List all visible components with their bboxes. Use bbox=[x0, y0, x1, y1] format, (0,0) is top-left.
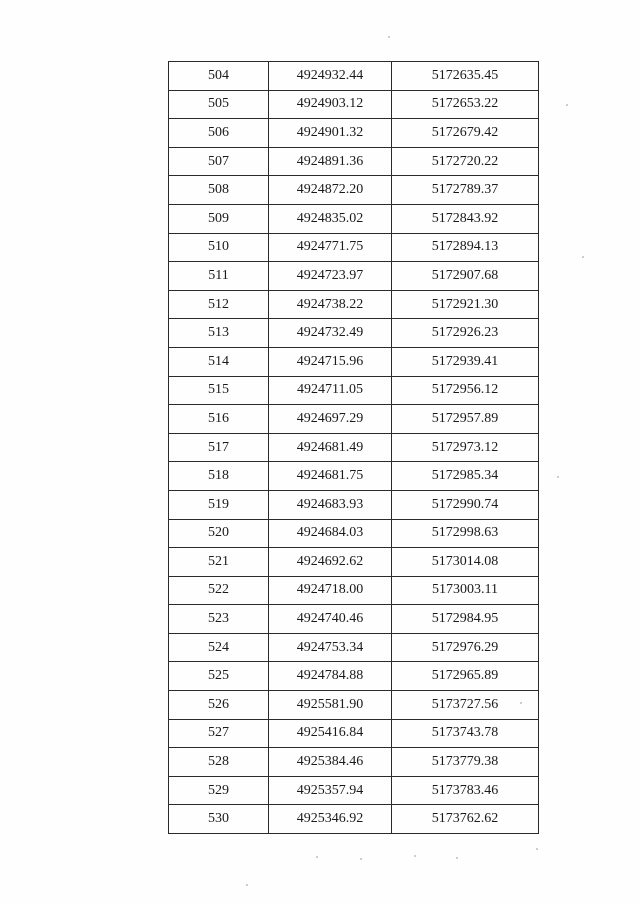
y-coordinate-cell: 5173003.11 bbox=[392, 576, 539, 605]
x-coordinate-cell: 4924681.49 bbox=[269, 433, 392, 462]
y-coordinate-cell: 5173727.56 bbox=[392, 691, 539, 720]
table-row bbox=[169, 548, 539, 577]
point-number-cell: 523 bbox=[169, 605, 269, 634]
x-coordinate-cell: 4924740.46 bbox=[269, 605, 392, 634]
y-coordinate-cell: 5172843.92 bbox=[392, 204, 539, 233]
point-number-cell: 517 bbox=[169, 433, 269, 462]
point-number-cell: 514 bbox=[169, 347, 269, 376]
point-number-cell: 504 bbox=[169, 62, 269, 91]
table-row bbox=[169, 633, 539, 662]
scan-speck bbox=[582, 256, 584, 258]
point-number-cell: 520 bbox=[169, 519, 269, 548]
y-coordinate-cell: 5172965.89 bbox=[392, 662, 539, 691]
table-row bbox=[169, 719, 539, 748]
y-coordinate-cell: 5173014.08 bbox=[392, 548, 539, 577]
table-row bbox=[169, 776, 539, 805]
table-row bbox=[169, 748, 539, 777]
point-number-cell: 509 bbox=[169, 204, 269, 233]
point-number-cell: 516 bbox=[169, 405, 269, 434]
x-coordinate-cell: 4924891.36 bbox=[269, 147, 392, 176]
coordinates-table bbox=[168, 61, 539, 834]
table-row bbox=[169, 262, 539, 291]
x-coordinate-cell: 4924684.03 bbox=[269, 519, 392, 548]
x-coordinate-cell: 4924697.29 bbox=[269, 405, 392, 434]
scan-speck bbox=[316, 856, 318, 858]
point-number-cell: 515 bbox=[169, 376, 269, 405]
x-coordinate-cell: 4925581.90 bbox=[269, 691, 392, 720]
y-coordinate-cell: 5173762.62 bbox=[392, 805, 539, 834]
table-row bbox=[169, 347, 539, 376]
point-number-cell: 522 bbox=[169, 576, 269, 605]
table-row bbox=[169, 233, 539, 262]
x-coordinate-cell: 4924784.88 bbox=[269, 662, 392, 691]
point-number-cell: 511 bbox=[169, 262, 269, 291]
point-number-cell: 519 bbox=[169, 490, 269, 519]
y-coordinate-cell: 5172679.42 bbox=[392, 119, 539, 148]
table-row bbox=[169, 805, 539, 834]
x-coordinate-cell: 4924738.22 bbox=[269, 290, 392, 319]
y-coordinate-cell: 5172976.29 bbox=[392, 633, 539, 662]
table-row bbox=[169, 147, 539, 176]
table-row bbox=[169, 119, 539, 148]
scan-speck bbox=[388, 36, 390, 38]
y-coordinate-cell: 5172720.22 bbox=[392, 147, 539, 176]
y-coordinate-cell: 5172984.95 bbox=[392, 605, 539, 634]
x-coordinate-cell: 4925384.46 bbox=[269, 748, 392, 777]
table-row bbox=[169, 462, 539, 491]
table-row bbox=[169, 376, 539, 405]
table-row bbox=[169, 576, 539, 605]
table-row bbox=[169, 319, 539, 348]
x-coordinate-cell: 4924732.49 bbox=[269, 319, 392, 348]
table-row bbox=[169, 691, 539, 720]
point-number-cell: 529 bbox=[169, 776, 269, 805]
point-number-cell: 518 bbox=[169, 462, 269, 491]
x-coordinate-cell: 4925357.94 bbox=[269, 776, 392, 805]
point-number-cell: 526 bbox=[169, 691, 269, 720]
scan-speck bbox=[360, 858, 362, 860]
point-number-cell: 524 bbox=[169, 633, 269, 662]
y-coordinate-cell: 5172921.30 bbox=[392, 290, 539, 319]
x-coordinate-cell: 4924715.96 bbox=[269, 347, 392, 376]
x-coordinate-cell: 4924683.93 bbox=[269, 490, 392, 519]
y-coordinate-cell: 5172939.41 bbox=[392, 347, 539, 376]
x-coordinate-cell: 4924718.00 bbox=[269, 576, 392, 605]
scan-speck bbox=[557, 476, 559, 478]
point-number-cell: 513 bbox=[169, 319, 269, 348]
x-coordinate-cell: 4924692.62 bbox=[269, 548, 392, 577]
point-number-cell: 510 bbox=[169, 233, 269, 262]
point-number-cell: 521 bbox=[169, 548, 269, 577]
table-row bbox=[169, 62, 539, 91]
scan-speck bbox=[456, 857, 458, 859]
y-coordinate-cell: 5172985.34 bbox=[392, 462, 539, 491]
x-coordinate-cell: 4924932.44 bbox=[269, 62, 392, 91]
x-coordinate-cell: 4925346.92 bbox=[269, 805, 392, 834]
y-coordinate-cell: 5173783.46 bbox=[392, 776, 539, 805]
scan-speck bbox=[566, 104, 568, 106]
point-number-cell: 530 bbox=[169, 805, 269, 834]
scan-speck bbox=[414, 855, 416, 857]
y-coordinate-cell: 5172653.22 bbox=[392, 90, 539, 119]
table-row bbox=[169, 290, 539, 319]
point-number-cell: 505 bbox=[169, 90, 269, 119]
y-coordinate-cell: 5172894.13 bbox=[392, 233, 539, 262]
coordinates-table-body bbox=[169, 62, 539, 834]
point-number-cell: 525 bbox=[169, 662, 269, 691]
x-coordinate-cell: 4924872.20 bbox=[269, 176, 392, 205]
scan-speck bbox=[520, 702, 522, 704]
table-row bbox=[169, 662, 539, 691]
table-row bbox=[169, 204, 539, 233]
x-coordinate-cell: 4924903.12 bbox=[269, 90, 392, 119]
table-row bbox=[169, 405, 539, 434]
point-number-cell: 527 bbox=[169, 719, 269, 748]
y-coordinate-cell: 5172789.37 bbox=[392, 176, 539, 205]
y-coordinate-cell: 5173743.78 bbox=[392, 719, 539, 748]
x-coordinate-cell: 4925416.84 bbox=[269, 719, 392, 748]
y-coordinate-cell: 5172956.12 bbox=[392, 376, 539, 405]
table-row bbox=[169, 176, 539, 205]
table-row bbox=[169, 519, 539, 548]
scan-speck bbox=[246, 884, 248, 886]
y-coordinate-cell: 5172990.74 bbox=[392, 490, 539, 519]
x-coordinate-cell: 4924771.75 bbox=[269, 233, 392, 262]
x-coordinate-cell: 4924901.32 bbox=[269, 119, 392, 148]
table-row bbox=[169, 490, 539, 519]
table-row bbox=[169, 433, 539, 462]
x-coordinate-cell: 4924681.75 bbox=[269, 462, 392, 491]
y-coordinate-cell: 5173779.38 bbox=[392, 748, 539, 777]
y-coordinate-cell: 5172926.23 bbox=[392, 319, 539, 348]
point-number-cell: 507 bbox=[169, 147, 269, 176]
scan-speck bbox=[536, 848, 538, 850]
x-coordinate-cell: 4924723.97 bbox=[269, 262, 392, 291]
point-number-cell: 528 bbox=[169, 748, 269, 777]
x-coordinate-cell: 4924753.34 bbox=[269, 633, 392, 662]
point-number-cell: 506 bbox=[169, 119, 269, 148]
table-row bbox=[169, 90, 539, 119]
y-coordinate-cell: 5172635.45 bbox=[392, 62, 539, 91]
y-coordinate-cell: 5172973.12 bbox=[392, 433, 539, 462]
y-coordinate-cell: 5172957.89 bbox=[392, 405, 539, 434]
table-row bbox=[169, 605, 539, 634]
y-coordinate-cell: 5172907.68 bbox=[392, 262, 539, 291]
point-number-cell: 512 bbox=[169, 290, 269, 319]
x-coordinate-cell: 4924711.05 bbox=[269, 376, 392, 405]
y-coordinate-cell: 5172998.63 bbox=[392, 519, 539, 548]
point-number-cell: 508 bbox=[169, 176, 269, 205]
x-coordinate-cell: 4924835.02 bbox=[269, 204, 392, 233]
